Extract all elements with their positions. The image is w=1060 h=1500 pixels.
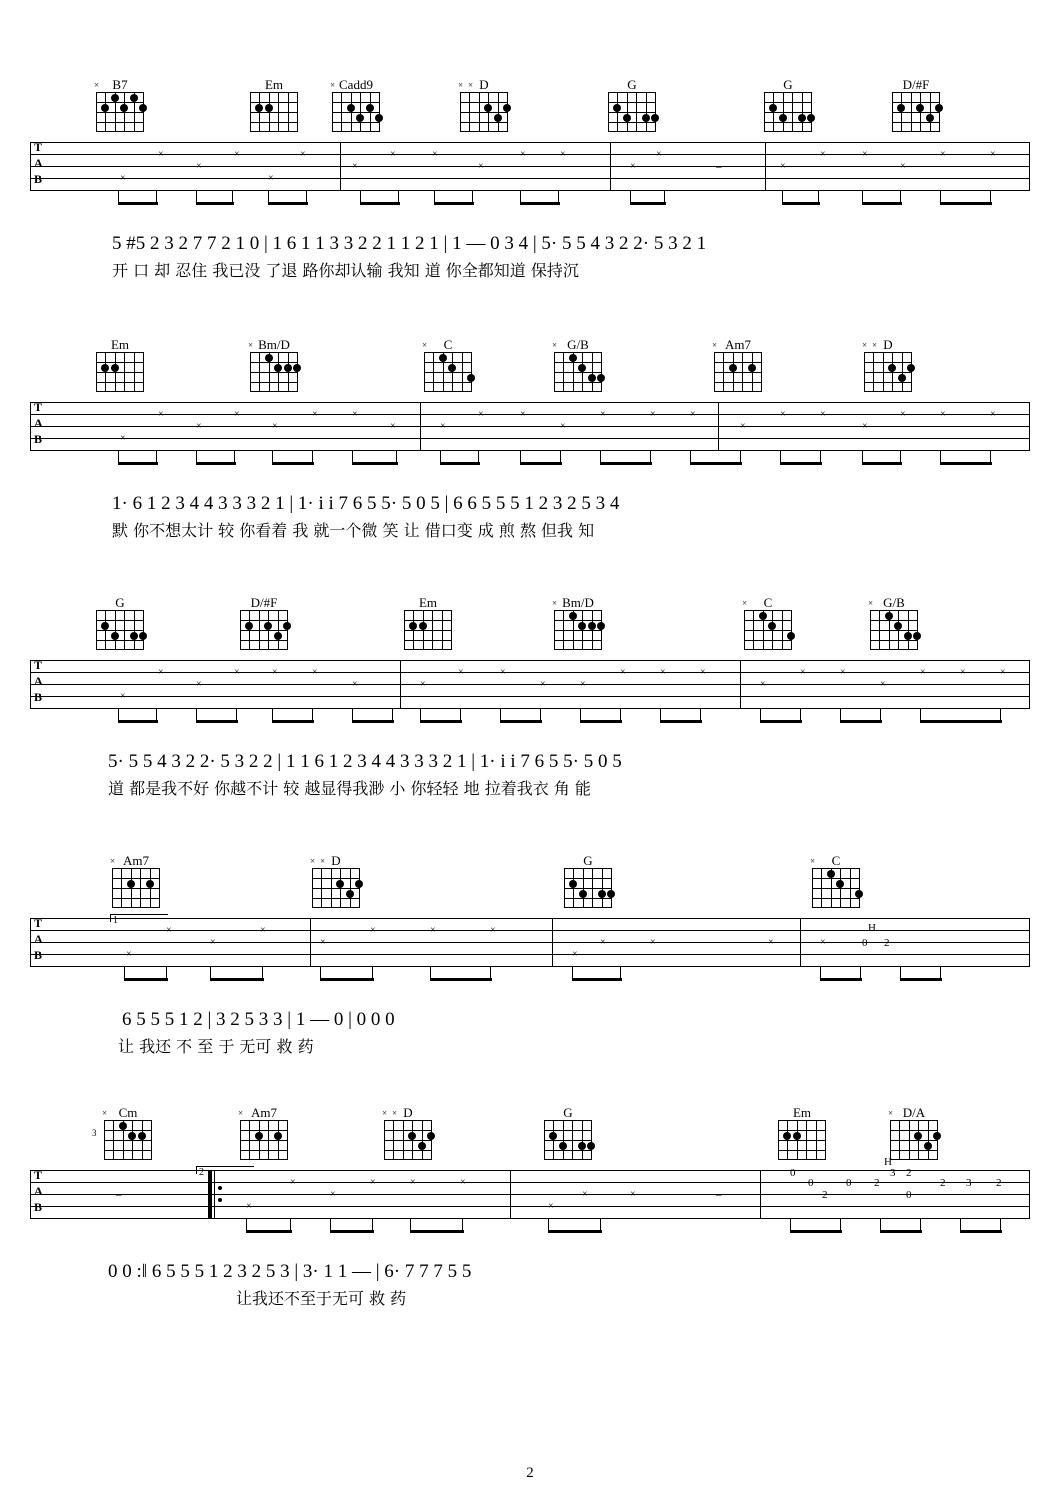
notation-numbers-2: 1· 6 1 2 3 4 4 3 3 3 2 1 | 1· i i 7 6 5 5· 5 0 5 | 6 6 5 5 5 1 2 3 2 5 3 4 xyxy=(112,493,620,514)
chord-row-5 xyxy=(0,1106,1060,1168)
tab-staff-2: T A B × × × × × × × × × × × × × × × × × × × × × × xyxy=(0,402,1060,480)
tab-staff-4: T A B × × × × × × × × × × × × × 0 2 H xyxy=(0,918,1060,996)
chord-grid: 3 × xyxy=(104,1120,152,1160)
tab-clef: T A B xyxy=(34,916,43,962)
chord-grid: × xyxy=(332,92,380,132)
chord-row-2 xyxy=(0,338,1060,400)
chord-diagram-em-3: Em xyxy=(396,596,460,650)
chord-diagram-am7-2: Am7 × xyxy=(104,854,168,908)
chord-grid xyxy=(404,610,452,650)
chord-diagram-cm: Cm 3 × xyxy=(96,1106,160,1160)
chord-diagram-g-3: G xyxy=(88,596,152,650)
chord-grid: × × xyxy=(864,352,912,392)
chord-diagram-g-5: G xyxy=(536,1106,600,1160)
tab-clef: T A B xyxy=(34,140,43,186)
chord-grid xyxy=(240,610,288,650)
chord-diagram-g-4: G xyxy=(556,854,620,908)
chord-grid xyxy=(764,92,812,132)
numbered-notation-5: 2 0 0 :‖ 6 5 5 5 1 2 3 2 5 3 | 3· 1 1 — | 6· 7 7 7 5 5 让我还不至于无可 救 药 xyxy=(108,1167,472,1308)
tab-clef: T A B xyxy=(34,400,43,446)
notation-numbers-4: 6 5 5 5 1 2 | 3 2 5 3 3 | 1 — 0 | 0 0 0 xyxy=(122,1009,395,1030)
chord-grid: × xyxy=(744,610,792,650)
chord-diagram-d: D × × xyxy=(452,78,516,132)
chord-grid: × xyxy=(554,610,602,650)
chord-diagram-c-2: C × xyxy=(736,596,800,650)
chord-grid: × xyxy=(96,92,144,132)
system-3 xyxy=(0,596,1060,816)
lyrics-line-4: 让 我还 不 至 于 无可 救 药 xyxy=(118,1037,314,1056)
chord-diagram-b7: B7 × xyxy=(88,78,152,132)
chord-diagram-g-b-2: G/B × xyxy=(862,596,926,650)
chord-diagram-d-2: D × × xyxy=(856,338,920,392)
chord-grid xyxy=(250,92,298,132)
chord-row-1 xyxy=(0,78,1060,140)
chord-grid: × × xyxy=(460,92,508,132)
chord-diagram-d-4: D × × xyxy=(376,1106,440,1160)
chord-diagram-cadd9: Cadd9 × xyxy=(324,78,388,132)
chord-diagram-g: G xyxy=(600,78,664,132)
chord-grid: × × xyxy=(312,868,360,908)
page-number: 2 xyxy=(526,1465,534,1481)
notation-numbers-1: 5 #5 2 3 2 7 7 2 1 0 | 1 6 1 1 3 3 2 2 1 1 2 1 | 1 — 0 3 4 | 5· 5 5 4 3 2 2· 5 3 2 1 xyxy=(112,233,707,254)
chord-grid xyxy=(96,352,144,392)
chord-diagram-g-b: G/B × xyxy=(546,338,610,392)
chord-grid: × xyxy=(714,352,762,392)
chord-row-4 xyxy=(0,854,1060,916)
numbered-notation-3 xyxy=(0,752,1060,816)
system-4 xyxy=(0,854,1060,1074)
chord-grid xyxy=(96,610,144,650)
chord-diagram-d-sharp-f-2: D/#F xyxy=(232,596,296,650)
chord-grid xyxy=(778,1120,826,1160)
chord-grid xyxy=(544,1120,592,1160)
chord-grid: × xyxy=(250,352,298,392)
chord-diagram-c-3: C × xyxy=(804,854,868,908)
lyrics-line-3: 道 都是我不好 你越不计 较 越显得我渺 小 你轻轻 地 拉着我衣 角 能 xyxy=(108,779,591,798)
chord-diagram-em-4: Em xyxy=(770,1106,834,1160)
chord-grid: × xyxy=(112,868,160,908)
chord-diagram-c: C × xyxy=(416,338,480,392)
tab-staff-1: T A B × × × × × × × × × × × × × × × × × × × × – xyxy=(0,142,1060,220)
chord-diagram-am7: Am7 × xyxy=(706,338,770,392)
chord-grid: × × xyxy=(384,1120,432,1160)
system-1 xyxy=(0,78,1060,298)
tab-staff-3: T A B × × × × × × × × × × × × × × × × × × × × × × xyxy=(0,660,1060,738)
numbered-notation-4: 1 6 5 5 5 1 2 | 3 2 5 3 3 | 1 — 0 | 0 0 0 让 我还 不 至 于 无可 救 药 xyxy=(0,1010,1060,1074)
chord-diagram-d-a: D/A × xyxy=(882,1106,946,1160)
chord-diagram-em-2: Em xyxy=(88,338,152,392)
chord-diagram-bm-d: Bm/D × xyxy=(242,338,306,392)
numbered-notation-1 xyxy=(0,234,1060,298)
system-5 xyxy=(0,1106,1060,1326)
chord-grid: × xyxy=(890,1120,938,1160)
numbered-notation-2 xyxy=(0,494,1060,558)
chord-grid xyxy=(608,92,656,132)
chord-diagram-d-sharp-f: D/#F xyxy=(884,78,948,132)
chord-diagram-bm-d-2: Bm/D × xyxy=(546,596,610,650)
chord-diagram-am7-3: Am7 × xyxy=(232,1106,296,1160)
chord-diagram-g-2: G xyxy=(756,78,820,132)
notation-numbers-5: 0 0 :‖ 6 5 5 5 1 2 3 2 5 3 | 3· 1 1 — | 6· 7 7 7 5 5 xyxy=(108,1261,472,1282)
chord-grid: × xyxy=(554,352,602,392)
lyrics-line-2: 默 你不想太计 较 你看着 我 就一个微 笑 让 借口变 成 煎 熬 但我 知 xyxy=(112,521,595,540)
lyrics-line-5: 让我还不至于无可 救 药 xyxy=(236,1289,407,1308)
notation-numbers-3: 5· 5 5 4 3 2 2· 5 3 2 2 | 1 1 6 1 2 3 4 4 3 3 3 2 1 | 1· i i 7 6 5 5· 5 0 5 xyxy=(108,751,622,772)
lyrics-line-1: 开 口 却 忍住 我已没 了退 路你却认输 我知 道 你全都知道 保持沉 xyxy=(112,261,579,280)
tab-clef: T A B xyxy=(34,1168,43,1214)
chord-grid: × xyxy=(240,1120,288,1160)
chord-grid: × xyxy=(870,610,918,650)
chord-grid xyxy=(892,92,940,132)
tab-staff-5: T A B – × × × × × × × × × – 0 2 0 0 2 3 2 2 3 0 2 H xyxy=(0,1170,1060,1248)
chord-grid xyxy=(564,868,612,908)
chord-grid: × xyxy=(812,868,860,908)
chord-row-3 xyxy=(0,596,1060,658)
repeat-start-barline xyxy=(208,1170,218,1218)
chord-grid: × xyxy=(424,352,472,392)
system-2 xyxy=(0,338,1060,558)
chord-diagram-em: Em xyxy=(242,78,306,132)
tab-clef: T A B xyxy=(34,658,43,704)
chord-diagram-d-3: D × × xyxy=(304,854,368,908)
